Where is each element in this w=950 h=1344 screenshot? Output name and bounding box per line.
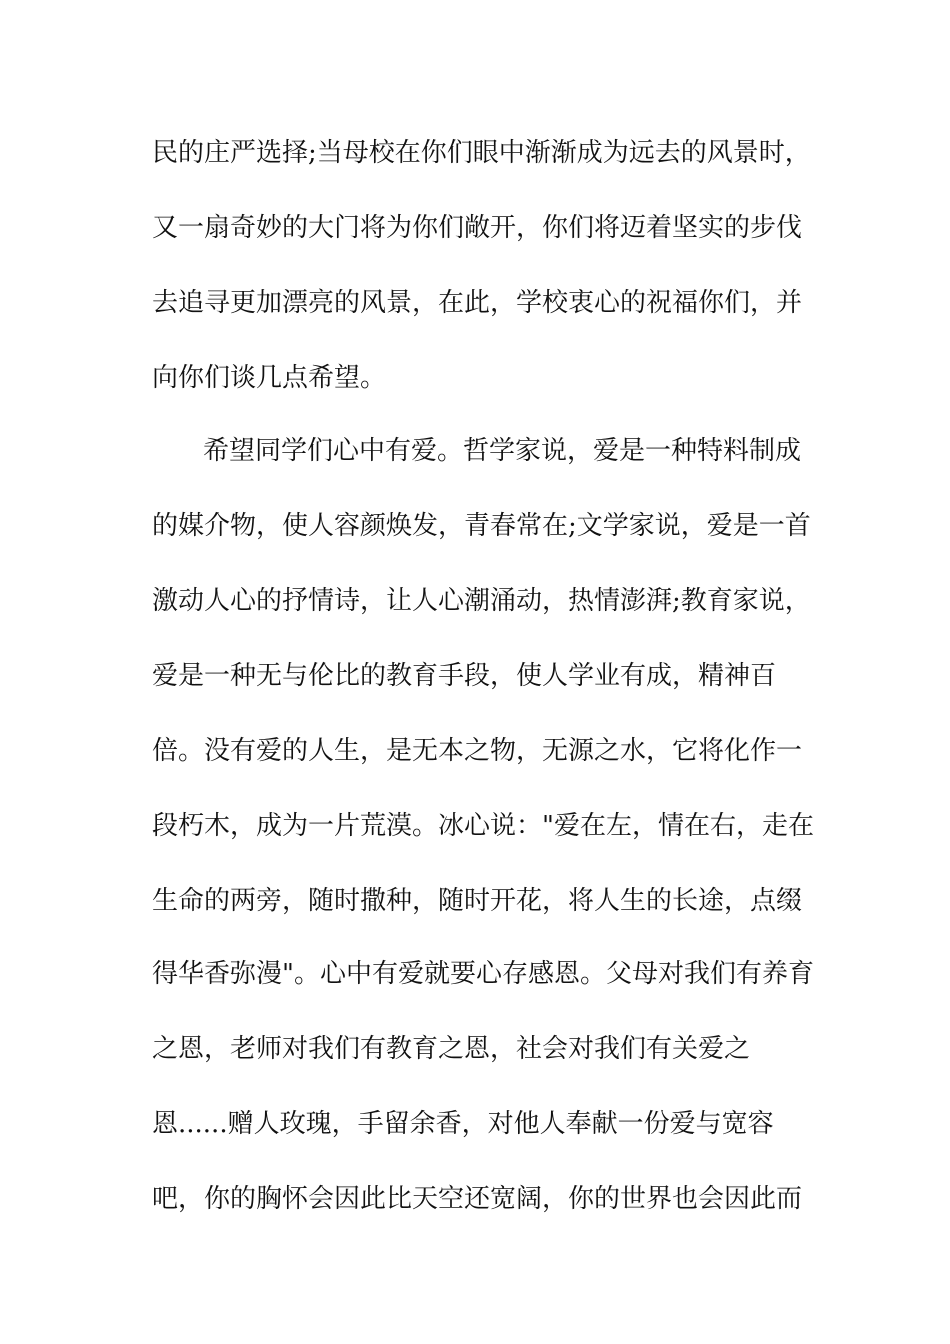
text-line: 向你们谈几点希望。	[152, 363, 387, 393]
text-line: 之恩，老师对我们有教育之恩，社会对我们有关爱之	[152, 1034, 751, 1064]
text-line: 爱是一种无与伦比的教育手段，使人学业有成，精神百	[152, 661, 777, 691]
text-line: 段朽木，成为一片荒漠。冰心说："爱在左，情在右，走在	[152, 811, 814, 841]
text-line: 激动人心的抒情诗，让人心潮涌动，热情澎湃;教育家说，	[152, 586, 811, 616]
text-line: 去追寻更加漂亮的风景，在此，学校衷心的祝福你们，并	[152, 288, 803, 318]
paragraph-first-line: 希望同学们心中有爱。哲学家说，爱是一种特料制成	[203, 436, 802, 466]
text-line: 倍。没有爱的人生，是无本之物，无源之水，它将化作一	[152, 736, 803, 766]
text-line: 恩......赠人玫瑰，手留余香，对他人奉献一份爱与宽容	[152, 1109, 774, 1139]
text-line: 生命的两旁，随时撒种，随时开花，将人生的长途，点缀	[152, 886, 803, 916]
text-line: 得华香弥漫"。心中有爱就要心存感恩。父母对我们有养育	[152, 959, 814, 989]
text-line: 民的庄严选择;当母校在你们眼中渐渐成为远去的风景时，	[152, 138, 811, 168]
text-line: 的媒介物，使人容颜焕发，青春常在;文学家说，爱是一首	[152, 511, 811, 541]
text-line: 吧，你的胸怀会因此比天空还宽阔，你的世界也会因此而	[152, 1184, 803, 1214]
text-line: 又一扇奇妙的大门将为你们敞开，你们将迈着坚实的步伐	[152, 213, 803, 243]
